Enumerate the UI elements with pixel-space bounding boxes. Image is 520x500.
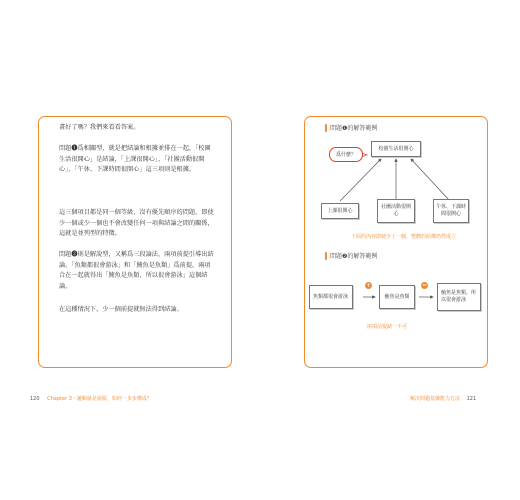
premise-box-1: 魚類都很會游泳	[309, 285, 353, 309]
right-page	[260, 0, 520, 500]
reason-box-2: 社團活動很開心	[377, 199, 415, 223]
reason-box-3: 午休、下課時間很開心	[433, 199, 469, 223]
page-number-left: 120	[30, 396, 40, 402]
header-bar-icon	[325, 252, 327, 260]
paragraph-conclusion: 在這種情況下，少一個前提就無法得到結論。	[59, 306, 183, 313]
section1-header: 問題❶的解答範例	[325, 123, 377, 132]
equals-icon: =	[421, 282, 428, 289]
right-footer	[410, 395, 476, 402]
section2-note: 兩項前提缺一不可	[367, 324, 408, 330]
conclusion-box: 鮪魚是魚類，所以很會游泳	[437, 283, 481, 311]
section1-note: 下面的內容即使少了一個，整體的結構仍然成立	[351, 234, 457, 240]
paragraph-parallel: 這三個項目都是同一個等級，沒有優先順序的問題，即使少一個或少一個也不會改變任何一項與結論之間的關係，這就是並列型的特徵。	[59, 209, 214, 238]
right-running-title: 解決問題基盤能力方法	[410, 396, 461, 402]
reason-box-1: 上課很開心	[321, 203, 359, 219]
paragraph-problem1: 問題❶爲相關型，就是把結論和根據並排在一起，「校園生活很開心」是結論，「上課很開心」、「社團活動很開心」、「午休、下課時間很開心」這三項則是根據。	[59, 145, 211, 174]
top-conclusion-box: 校園生活很開心	[371, 141, 421, 157]
paragraph-intro: 畫好了嗎？我們來看看答案。	[59, 124, 140, 131]
why-bubble: 爲什麼？	[329, 147, 363, 162]
plus-icon: +	[365, 282, 372, 289]
page-number-right: 121	[466, 396, 477, 402]
paragraph-problem2: 問題❷則是解說型，又稱爲三段論法，兩項前提引導出結論。「魚類都很會游泳」和「鮪魚是魚類」爲前提，兩項合在一起就得出「鮪魚是魚類，所以很會游泳」這個結論。	[59, 251, 214, 290]
section2-header: 問題❷的解答範例	[325, 251, 377, 260]
right-content-frame	[304, 116, 488, 368]
premise-box-2: 鮪魚是魚類	[379, 285, 415, 309]
arrow-3	[411, 159, 450, 201]
chapter-title: Chapter 3・邏輯就是說服，如何一步步構成？	[47, 396, 152, 402]
arrow-1	[340, 159, 381, 201]
left-content-frame	[38, 116, 232, 368]
header-bar-icon	[325, 124, 327, 132]
left-footer	[30, 395, 152, 402]
